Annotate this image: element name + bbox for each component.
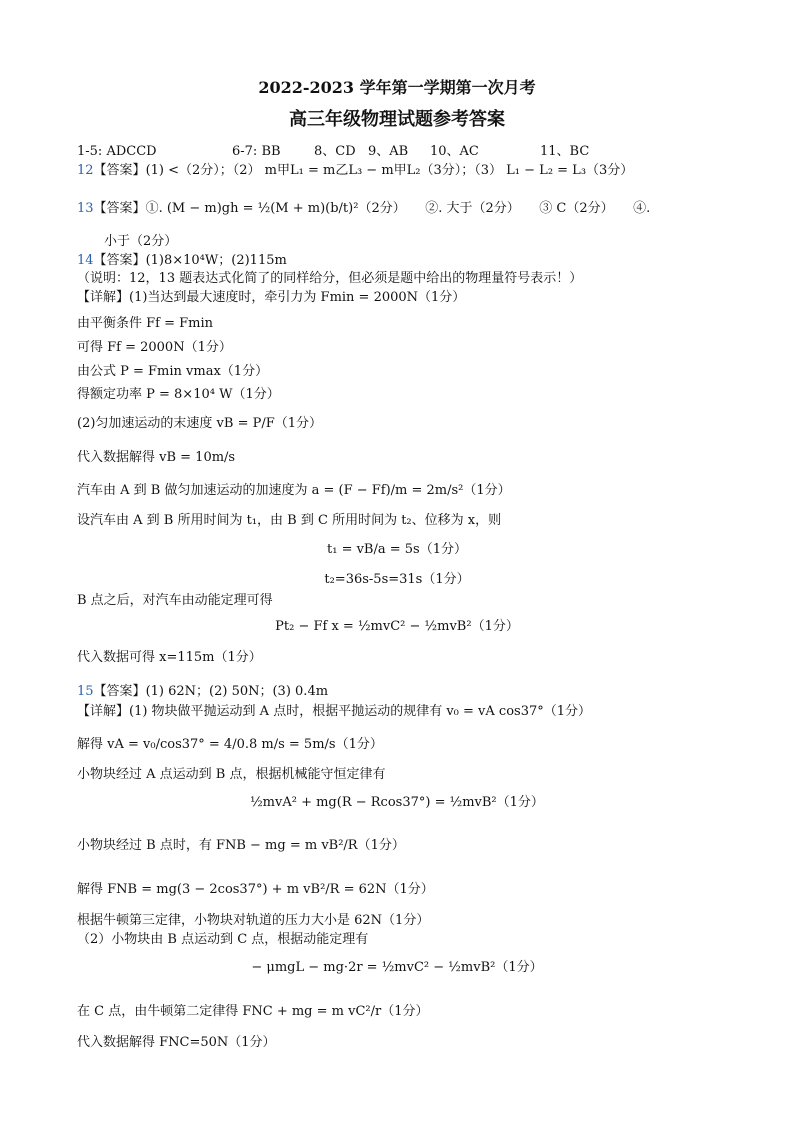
q14-step: 得额定功率 P = 8×10⁴ W（1分）	[77, 387, 280, 402]
q14-answer	[77, 253, 287, 269]
q12-text: (1) <（2分）；（2） m甲L₁ = m乙L₃ − m甲L₂（3分）；（3） L₁ − L₂ = L₃（3分）	[145, 163, 634, 178]
q15-newton3: 根据牛顿第三定律，小物块对轨道的压力大小是 62N（1分）	[77, 913, 430, 928]
q14-eq-t2: t₂=36s-5s=31s（1分）	[324, 572, 470, 587]
q15-eq-bc: − μmgL − mg·2r = ½mvC² − ½mvB²（1分）	[251, 960, 543, 975]
q14-step: 由平衡条件 Ff = Fmin	[77, 316, 213, 331]
q14-step: 由公式 P = Fmin vmax（1分）	[77, 364, 269, 379]
q14-number: 14	[77, 253, 94, 268]
q14-step: 代入数据解得 vB = 10m/s	[77, 450, 236, 465]
q14-eq-energy: Pt₂ − Ff x = ½mvC² − ½mvB²（1分）	[275, 619, 519, 634]
q14-step: 汽车由 A 到 B 做匀加速运动的加速度为 a = (F − Ff)/m = 2m/s²（1分）	[77, 483, 511, 498]
q15-solve-va: 解得 vA = v₀/cos37° = 4/0.8 m/s = 5m/s（1分）	[77, 737, 383, 752]
q15-detail1: 【详解】(1) 物块做平抛运动到 A 点时，根据平抛运动的规律有 v₀ = vA cos37°（1分）	[77, 704, 592, 719]
q12-answer	[77, 163, 633, 179]
q15-tag: 【答案】	[93, 684, 146, 699]
q14-result: (1)8×10⁴W；(2)115m	[145, 253, 287, 268]
q14-step: (2)匀加速运动的末速度 vB = P/F（1分）	[77, 416, 323, 431]
answer-8: 8、CD	[314, 144, 356, 159]
q13-line2: 小于（2分）	[104, 234, 178, 249]
answer-1-5: 1-5: ADCCD	[77, 144, 157, 159]
answer-6-7: 6-7: BB	[232, 144, 281, 159]
q15-eq-energy: ½mvA² + mg(R − Rcos37°) = ½mvB²（1分）	[250, 795, 544, 810]
q15-number: 15	[77, 684, 94, 699]
q14-final: 代入数据可得 x=115m（1分）	[77, 650, 262, 665]
q14-note: （说明：12，13 题表达式化简了的同样给分，但必须是题中给出的物理量符号表示！）	[77, 271, 583, 286]
q13-line1: ①. (M − m)gh = ½(M + m)(b/t)²（2分） ②. 大于（2分） ③ C（2分） ④.	[145, 201, 651, 216]
q15-at-b: 小物块经过 B 点时，有 FNB − mg = m vB²/R（1分）	[77, 838, 405, 853]
q14-eq-t1: t₁ = vB/a = 5s（1分）	[327, 542, 467, 557]
q14-step: 【详解】(1)当达到最大速度时，牵引力为 Fmin = 2000N（1分）	[77, 290, 466, 305]
q15-at-c: 在 C 点，由牛顿第二定律得 FNC + mg = m vC²/r（1分）	[77, 1004, 429, 1019]
q12-tag: 【答案】	[93, 163, 146, 178]
q14-after-b: B 点之后，对汽车由动能定理可得	[77, 593, 273, 608]
q14-step: 可得 Ff = 2000N（1分）	[77, 340, 232, 355]
answer-10: 10、AC	[430, 144, 479, 159]
q15-answer	[77, 684, 328, 700]
q15-part2: （2）小物块由 B 点运动到 C 点，根据动能定理有	[77, 932, 369, 947]
q12-number: 12	[77, 163, 94, 178]
answer-11: 11、BC	[540, 144, 590, 159]
q15-result: (1) 62N；(2) 50N；(3) 0.4m	[145, 684, 329, 699]
page-title: 2022-2023 学年第一学期第一次月考	[258, 78, 536, 97]
q13-number: 13	[77, 201, 94, 216]
q14-step: 设汽车由 A 到 B 所用时间为 t₁，由 B 到 C 所用时间为 t₂、位移为 x，则	[77, 513, 502, 528]
answer-9: 9、AB	[368, 144, 409, 159]
q15-solve-fnc: 代入数据解得 FNC=50N（1分）	[77, 1035, 276, 1050]
q13-tag: 【答案】	[93, 201, 146, 216]
q15-a-to-b: 小物块经过 A 点运动到 B 点，根据机械能守恒定律有	[77, 767, 386, 782]
q14-tag: 【答案】	[93, 253, 146, 268]
page-subtitle: 高三年级物理试题参考答案	[289, 109, 505, 130]
q15-solve-fnb: 解得 FNB = mg(3 − 2cos37°) + m vB²/R = 62N（1分）	[77, 882, 434, 897]
q13-answer	[77, 201, 650, 217]
